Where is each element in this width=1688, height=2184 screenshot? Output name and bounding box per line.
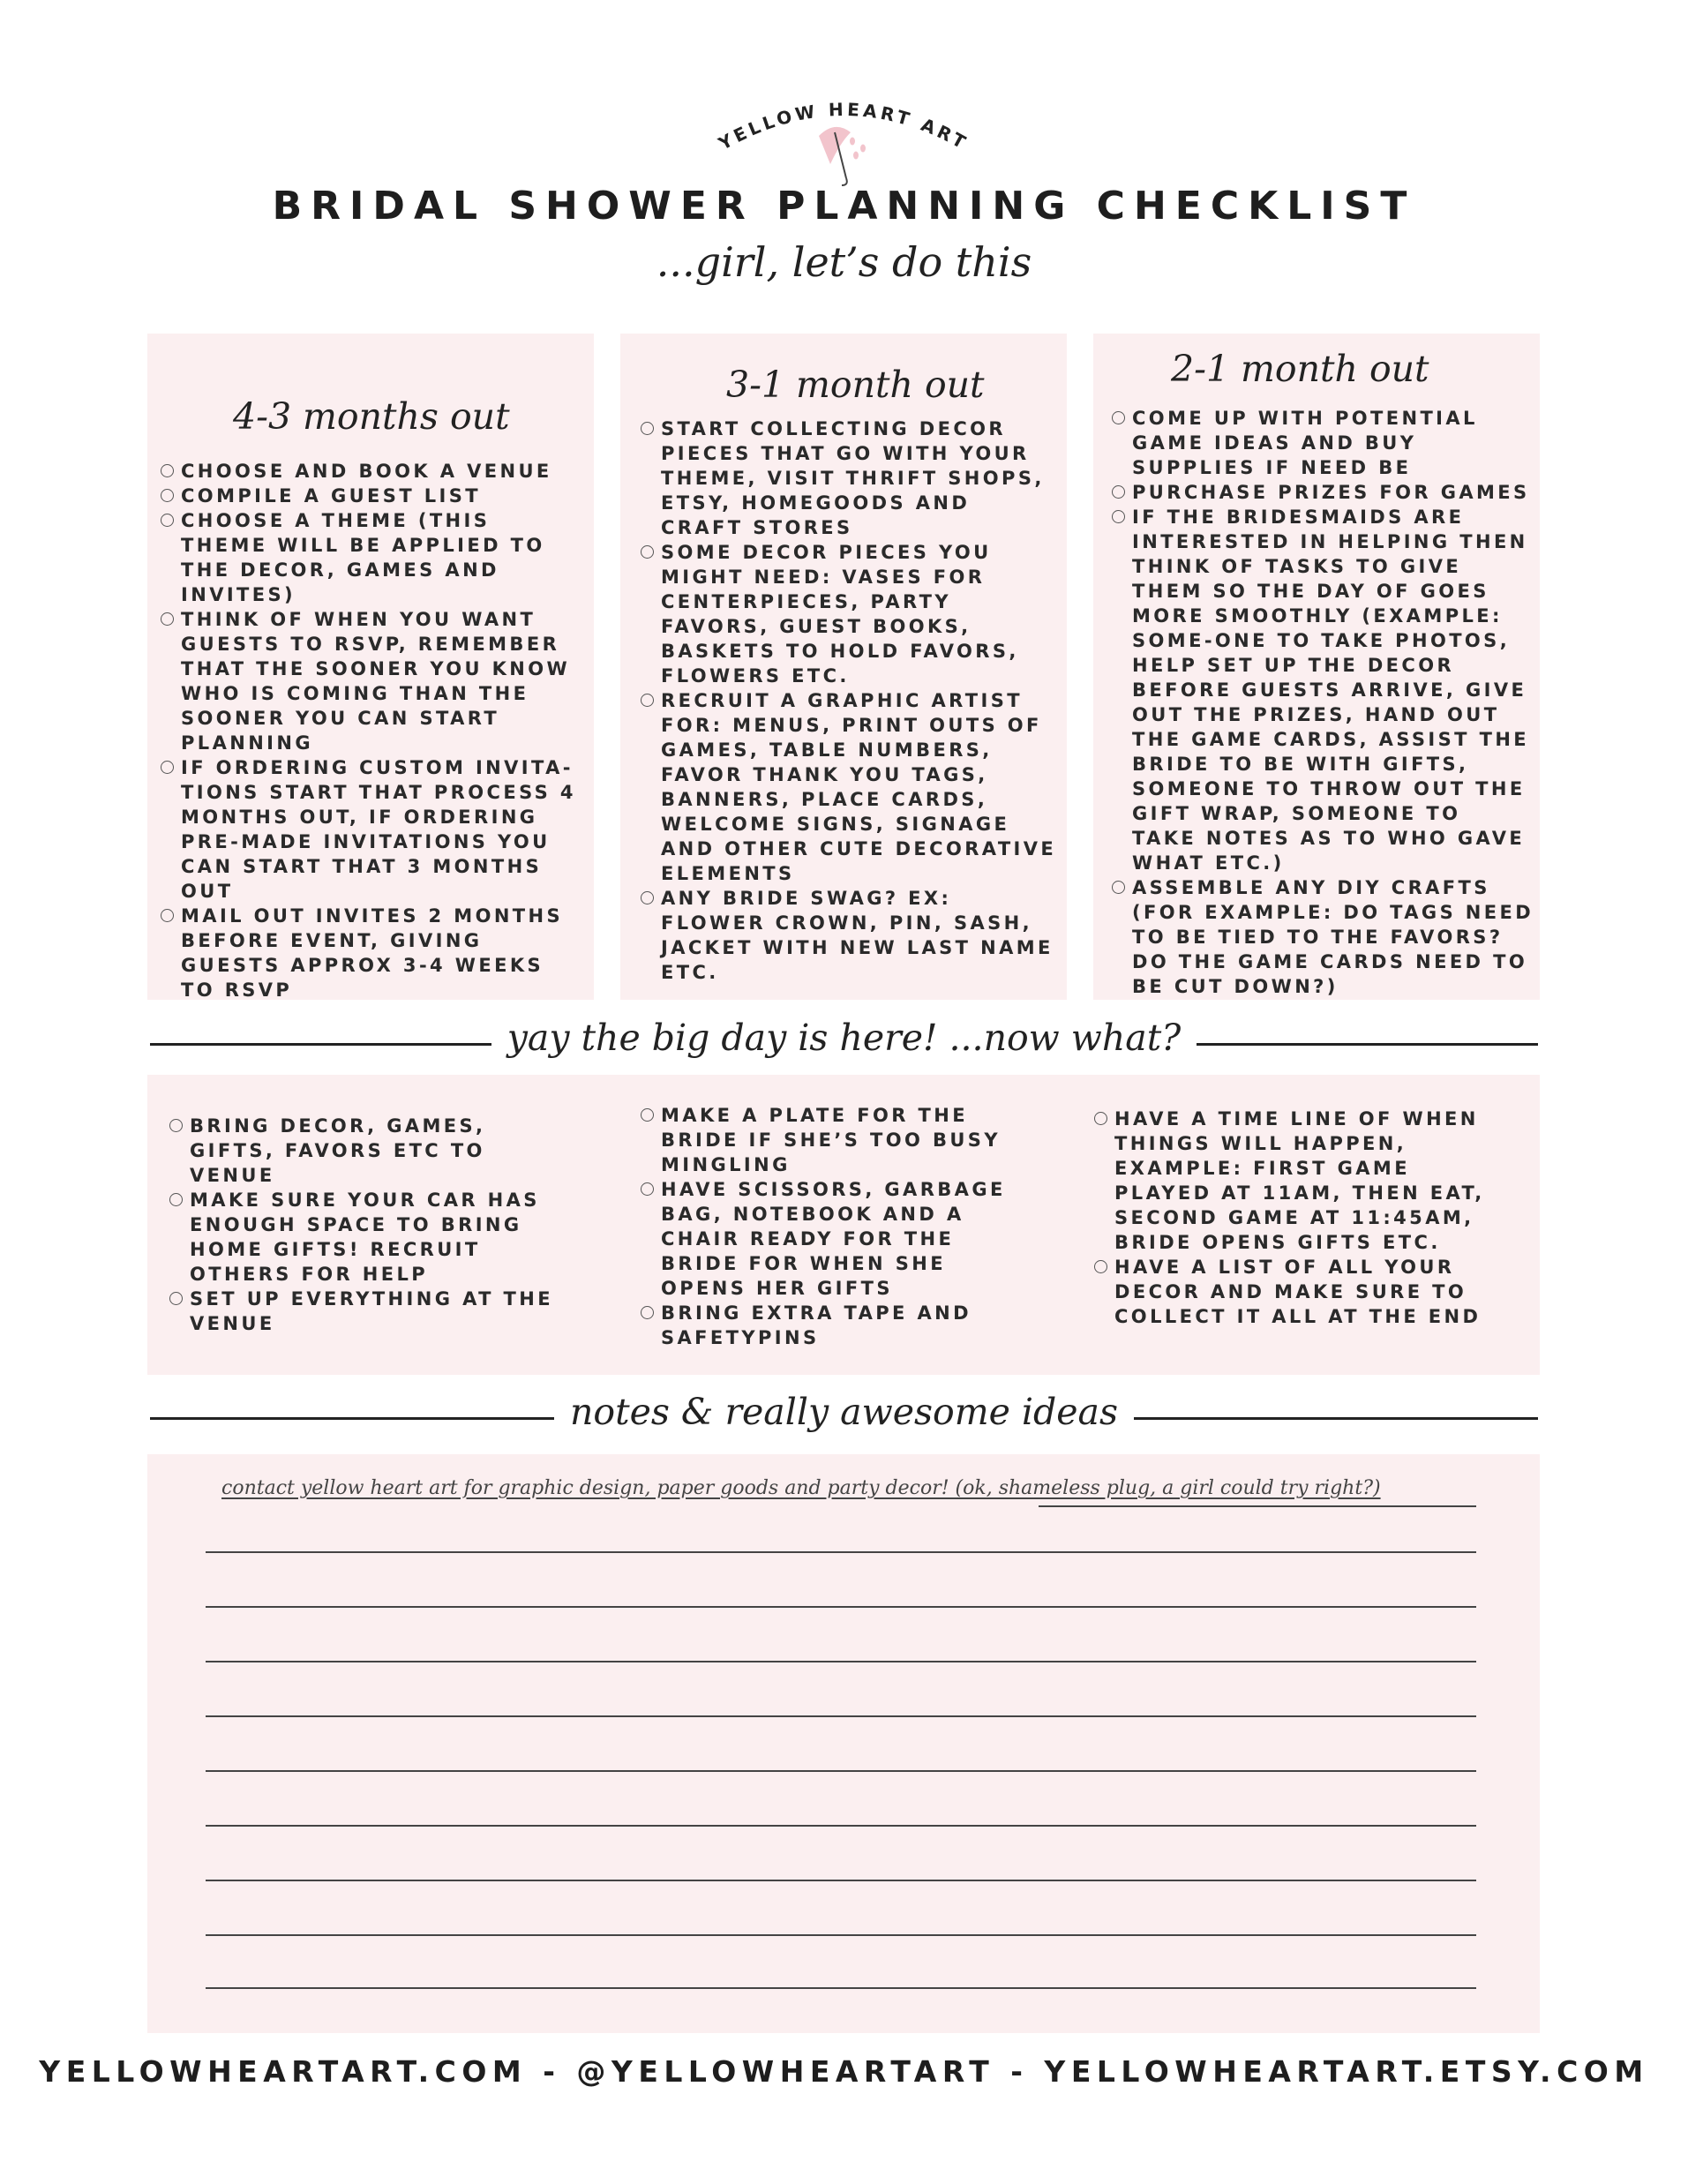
checklist-item[interactable]: IF ORDERING CUSTOM INVITA-TIONS START THAT PROCESS 4 MONTHS OUT, IF ORDERING PRE-MADE INVITATIONS YOU CAN START THAT 3 MONTHS OUT [158,755,585,904]
checkbox-icon[interactable] [1112,411,1125,424]
checkbox-icon[interactable] [169,1119,183,1132]
big-day-column-3 [1092,1107,1506,1329]
notes-divider [150,1391,1538,1444]
checkbox-icon[interactable] [169,1292,183,1305]
checkbox-icon[interactable] [1094,1112,1107,1125]
checklist [638,417,1060,985]
checkbox-icon[interactable] [161,514,174,527]
checkbox-icon[interactable] [1112,485,1125,499]
umbrella-logo-icon [667,90,1020,187]
checkbox-icon[interactable] [641,1182,654,1196]
checkbox-icon[interactable] [1112,510,1125,523]
checkbox-icon[interactable] [161,761,174,774]
big-day-divider [150,1017,1538,1069]
note-line[interactable] [206,1987,1476,1989]
checklist-item[interactable]: BRING EXTRA TAPE AND SAFETYPINS [638,1301,1026,1350]
checklist-item[interactable]: COME UP WITH POTENTIAL GAME IDEAS AND BUY SUPPLIES IF NEED BE [1109,406,1534,480]
checkbox-icon[interactable] [641,1306,654,1319]
checkbox-icon[interactable] [1112,881,1125,894]
checkbox-icon[interactable] [641,891,654,904]
notes-heading: notes & really awesome ideas [554,1391,1134,1433]
svg-text:YELLOW HEART ART [714,99,972,154]
note-line[interactable] [206,1934,1476,1936]
section-heading: 3-1 month out [726,364,985,406]
section-4-3-months [147,334,594,1000]
checklist-item[interactable]: PURCHASE PRIZES FOR GAMES [1109,480,1534,505]
checklist-item[interactable]: HAVE A LIST OF ALL YOUR DECOR AND MAKE SURE TO COLLECT IT ALL AT THE END [1092,1255,1506,1329]
section-heading: 4-3 months out [233,395,510,438]
checklist-item[interactable]: RECRUIT A GRAPHIC ARTIST FOR: MENUS, PRINT OUTS OF GAMES, TABLE NUMBERS, FAVOR THANK YOU TAGS, BANNERS, PLACE CARDS, WELCOME SIGNS, SIGNAGE AND OTHER CUTE DECORATIVE ELEMENTS [638,688,1060,886]
notes-panel [147,1454,1540,2033]
big-day-heading: yay the big day is here! ...now what? [491,1017,1197,1059]
checklist-item[interactable]: HAVE SCISSORS, GARBAGE BAG, NOTEBOOK AND A CHAIR READY FOR THE BRIDE FOR WHEN SHE OPENS HER GIFTS [638,1177,1026,1301]
checkbox-icon[interactable] [161,464,174,477]
checkbox-icon[interactable] [161,489,174,502]
checklist-item[interactable]: CHOOSE A THEME (THIS THEME WILL BE APPLIED TO THE DECOR, GAMES AND INVITES) [158,508,585,607]
note-line[interactable] [206,1770,1476,1772]
checklist-item[interactable]: THINK OF WHEN YOU WANT GUESTS TO RSVP, REMEMBER THAT THE SOONER YOU KNOW WHO IS COMING THAN THE SOONER YOU CAN START PLANNING [158,607,585,755]
page-subtitle: ...girl, let’s do this [656,238,1032,286]
checkbox-icon[interactable] [161,909,174,922]
checklist [1109,406,1534,999]
checkbox-icon[interactable] [161,612,174,626]
checklist-item[interactable]: IF THE BRIDESMAIDS ARE INTERESTED IN HELPING THEN THINK OF TASKS TO GIVE THEM SO THE DAY OF GOES MORE SMOOTHLY (EXAMPLE: SOME-ONE TO TAKE PHOTOS, HELP SET UP THE DECOR BEFORE GUESTS ARRIVE, GIVE OUT THE PRIZES, HAND OUT THE GAME CARDS, ASSIST THE BRIDE TO BE WITH GIFTS, SOMEONE TO THROW OUT THE GIFT WRAP, SOMEONE TO TAKE NOTES AS TO WHO GAVE WHAT ETC.) [1109,505,1534,875]
checklist-item[interactable]: MAIL OUT INVITES 2 MONTHS BEFORE EVENT, GIVING GUESTS APPROX 3-4 WEEKS TO RSVP [158,904,585,1002]
note-line[interactable] [206,1880,1476,1881]
big-day-panel [147,1075,1540,1375]
checklist-item[interactable]: COMPILE A GUEST LIST [158,484,585,508]
section-3-1-month [620,334,1067,1000]
notes-plug-text: contact yellow heart art for graphic design, paper goods and party decor! (ok, shameless plug, a girl could try right?) [221,1477,1381,1499]
note-line[interactable] [206,1606,1476,1608]
note-line[interactable] [206,1825,1476,1827]
checklist-item[interactable]: MAKE A PLATE FOR THE BRIDE IF SHE’S TOO BUSY MINGLING [638,1103,1026,1177]
checkbox-icon[interactable] [641,1108,654,1122]
logo-text: YELLOW HEART ART [715,98,972,154]
big-day-column-1 [167,1114,555,1336]
checkbox-icon[interactable] [641,545,654,559]
checklist-item[interactable]: SET UP EVERYTHING AT THE VENUE [167,1287,555,1336]
checkbox-icon[interactable] [1094,1260,1107,1273]
checkbox-icon[interactable] [169,1193,183,1206]
checklist-item[interactable]: HAVE A TIME LINE OF WHEN THINGS WILL HAPPEN, EXAMPLE: FIRST GAME PLAYED AT 11AM, THEN EAT, SECOND GAME AT 11:45AM, BRIDE OPENS GIFTS ETC. [1092,1107,1506,1255]
footer-links: YELLOWHEARTART.COM - @YELLOWHEARTART - YELLOWHEARTART.ETSY.COM [39,2054,1649,2089]
note-line[interactable] [206,1715,1476,1717]
checklist-item[interactable]: BRING DECOR, GAMES, GIFTS, FAVORS ETC TO VENUE [167,1114,555,1188]
checkbox-icon[interactable] [641,422,654,435]
note-line[interactable] [206,1551,1476,1553]
section-heading: 2-1 month out [1171,348,1429,390]
checkbox-icon[interactable] [641,694,654,707]
note-line[interactable] [206,1661,1476,1662]
section-2-1-month [1093,334,1540,1000]
page-title: BRIDAL SHOWER PLANNING CHECKLIST [272,184,1416,229]
checklist-item[interactable]: SOME DECOR PIECES YOU MIGHT NEED: VASES FOR CENTERPIECES, PARTY FAVORS, GUEST BOOKS, BASKETS TO HOLD FAVORS, FLOWERS ETC. [638,540,1060,688]
checklist-item[interactable]: START COLLECTING DECOR PIECES THAT GO WITH YOUR THEME, VISIT THRIFT SHOPS, ETSY, HOMEGOODS AND CRAFT STORES [638,417,1060,540]
checklist [158,459,585,1002]
checklist-item[interactable]: ANY BRIDE SWAG? EX: FLOWER CROWN, PIN, SASH, JACKET WITH NEW LAST NAME ETC. [638,886,1060,985]
brand-logo [667,90,1020,187]
big-day-column-2 [638,1103,1026,1350]
note-line[interactable] [1039,1505,1476,1507]
checklist-item[interactable]: MAKE SURE YOUR CAR HAS ENOUGH SPACE TO BRING HOME GIFTS! RECRUIT OTHERS FOR HELP [167,1188,555,1287]
checklist-item[interactable]: CHOOSE AND BOOK A VENUE [158,459,585,484]
checklist-item[interactable]: ASSEMBLE ANY DIY CRAFTS (FOR EXAMPLE: DO TAGS NEED TO BE TIED TO THE FAVORS? DO THE GAME CARDS NEED TO BE CUT DOWN?) [1109,875,1534,999]
